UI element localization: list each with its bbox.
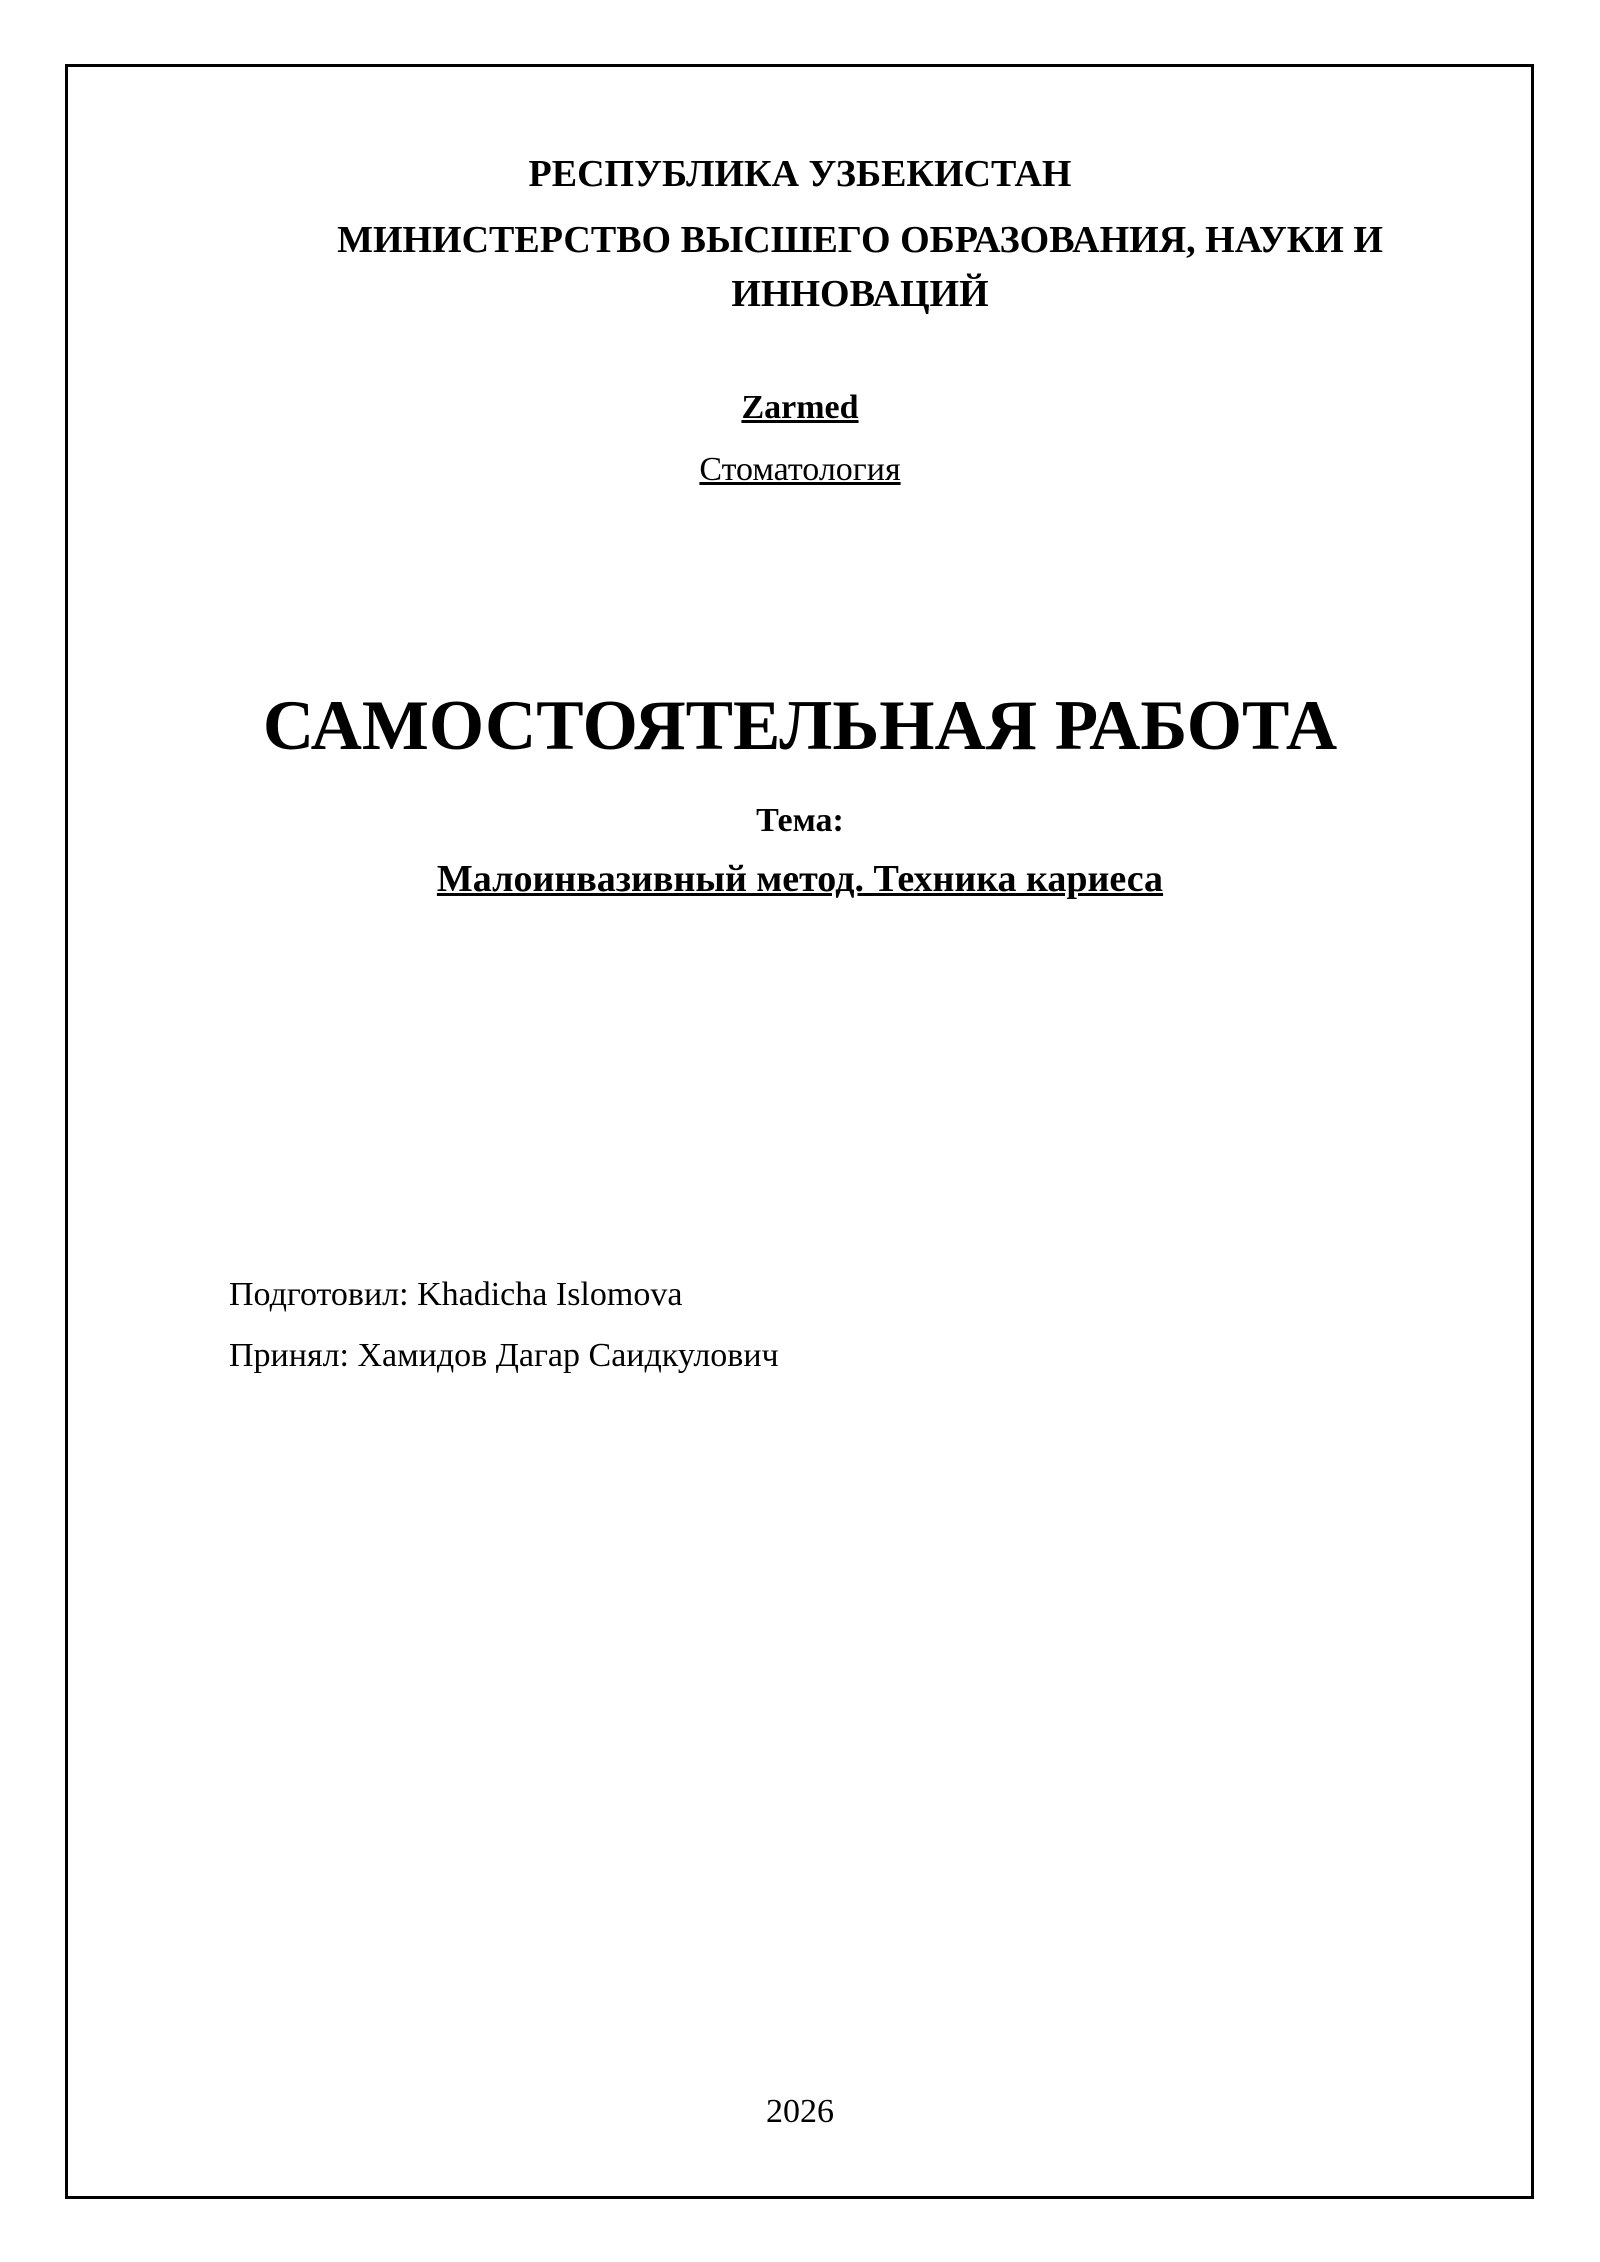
- topic-text: Малоинвазивный метод. Техника кариеса: [436, 858, 1164, 900]
- country-heading: РЕСПУБЛИКА УЗБЕКИСТАН: [528, 153, 1072, 195]
- prepared-by: Подготовил: Khadicha Islomova: [229, 1276, 683, 1313]
- ministry-heading: МИНИСТЕРСТВО ВЫСШЕГО ОБРАЗОВАНИЯ, НАУКИ И ИННОВАЦИЙ: [337, 219, 1383, 315]
- page-border: [65, 64, 1534, 2199]
- topic-label: Тема:: [756, 802, 844, 839]
- work-title: САМОСТОЯТЕЛЬНАЯ РАБОТА: [262, 687, 1338, 765]
- department-name: Стоматология: [699, 451, 901, 488]
- institution-name: Zarmed: [741, 389, 859, 426]
- year: 2026: [766, 2093, 834, 2130]
- accepted-by: Принял: Хамидов Дагар Саидкулович: [229, 1337, 779, 1374]
